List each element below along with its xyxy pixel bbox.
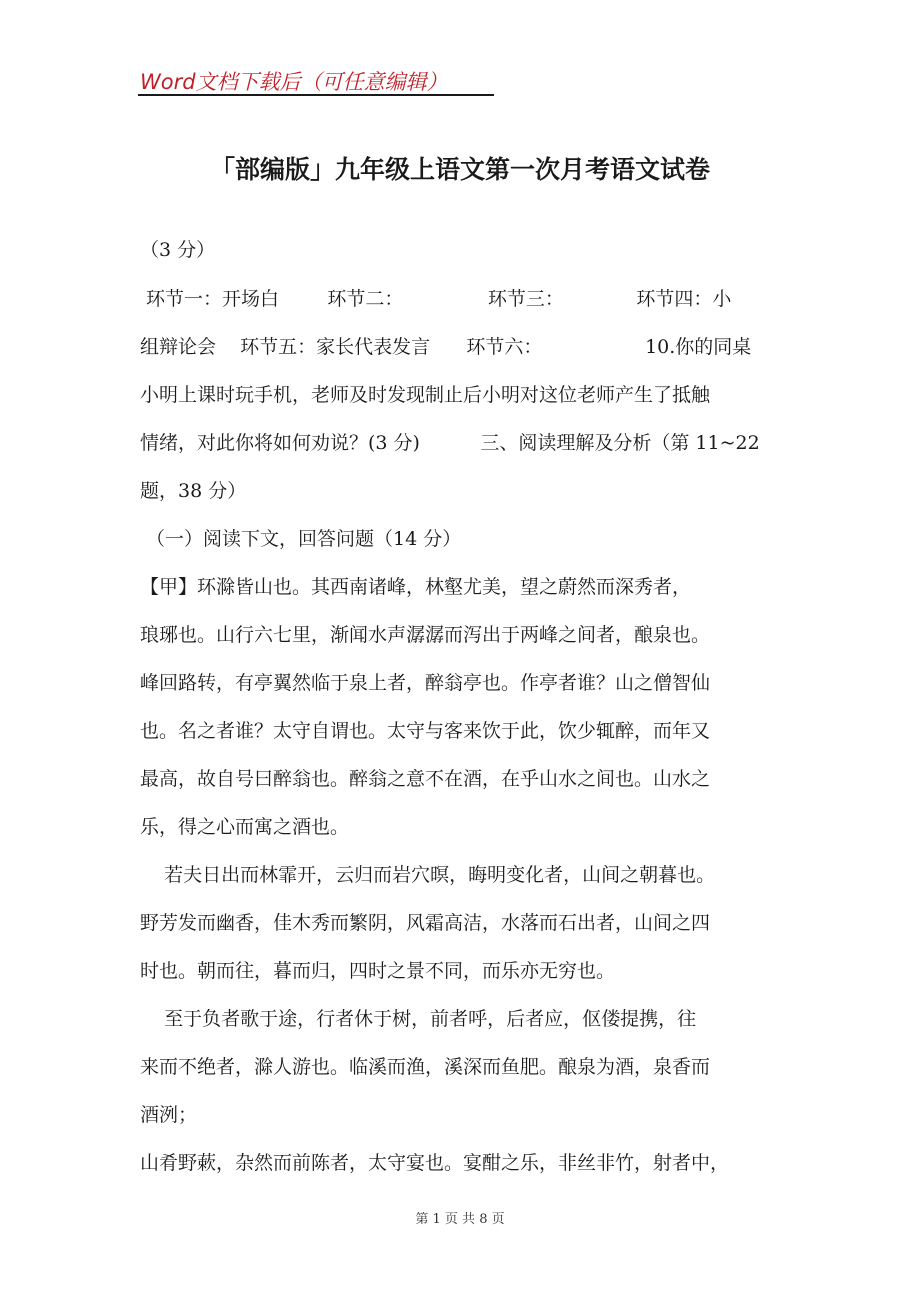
text-line: （3 分） <box>140 239 216 261</box>
text-line: 时也。朝而往，暮而归，四时之景不同，而乐亦无穷也。 <box>140 960 616 982</box>
header-note: Word文档下载后（可任意编辑） <box>140 70 448 94</box>
text-line: 【甲】环滁皆山也。其西南诸峰，林壑尤美，望之蔚然而深秀者， <box>140 576 692 598</box>
document-title: 「部编版」九年级上语文第一次月考语文试卷 <box>209 155 710 184</box>
text-line: 情绪，对此你将如何劝说？(3 分) 三、阅读理解及分析（第 11~22 <box>140 432 760 454</box>
text-line: 峰回路转，有亭翼然临于泉上者，醉翁亭也。作亭者谁？山之僧智仙 <box>140 672 711 694</box>
text-line: 小明上课时玩手机，老师及时发现制止后小明对这位老师产生了抵触 <box>140 384 711 406</box>
text-line: 至于负者歌于途，行者休于树，前者呼，后者应，伛偻提携，往 <box>140 1008 697 1030</box>
header-underline <box>138 94 494 96</box>
text-line: 来而不绝者，滁人游也。临溪而渔，溪深而鱼肥。酿泉为酒，泉香而 <box>140 1056 711 1078</box>
text-line: 题，38 分） <box>140 480 247 502</box>
page-number: 第 1 页 共 8 页 <box>415 1212 505 1227</box>
text-line: 乐，得之心而寓之酒也。 <box>140 816 350 838</box>
text-line: 最高，故自号曰醉翁也。醉翁之意不在酒，在乎山水之间也。山水之 <box>140 768 711 790</box>
text-line: 若夫日出而林霏开，云归而岩穴暝，晦明变化者，山间之朝暮也。 <box>140 864 716 886</box>
text-line: 也。名之者谁？太守自谓也。太守与客来饮于此，饮少辄醉，而年又 <box>140 720 711 742</box>
text-line: 环节一：开场白 环节二： 环节三： 环节四：小 <box>140 288 732 310</box>
text-line: 山肴野蔌，杂然而前陈者，太守宴也。宴酣之乐，非丝非竹，射者中， <box>140 1152 730 1174</box>
text-line: （一）阅读下文，回答问题（14 分） <box>140 528 462 550</box>
text-line: 酒洌； <box>140 1104 198 1126</box>
text-line: 琅琊也。山行六七里，渐闻水声潺潺而泻出于两峰之间者，酿泉也。 <box>140 624 711 646</box>
text-line: 野芳发而幽香，佳木秀而繁阴，风霜高洁，水落而石出者，山间之四 <box>140 912 711 934</box>
text-line: 组辩论会 环节五：家长代表发言 环节六： 10.你的同桌 <box>140 336 752 358</box>
